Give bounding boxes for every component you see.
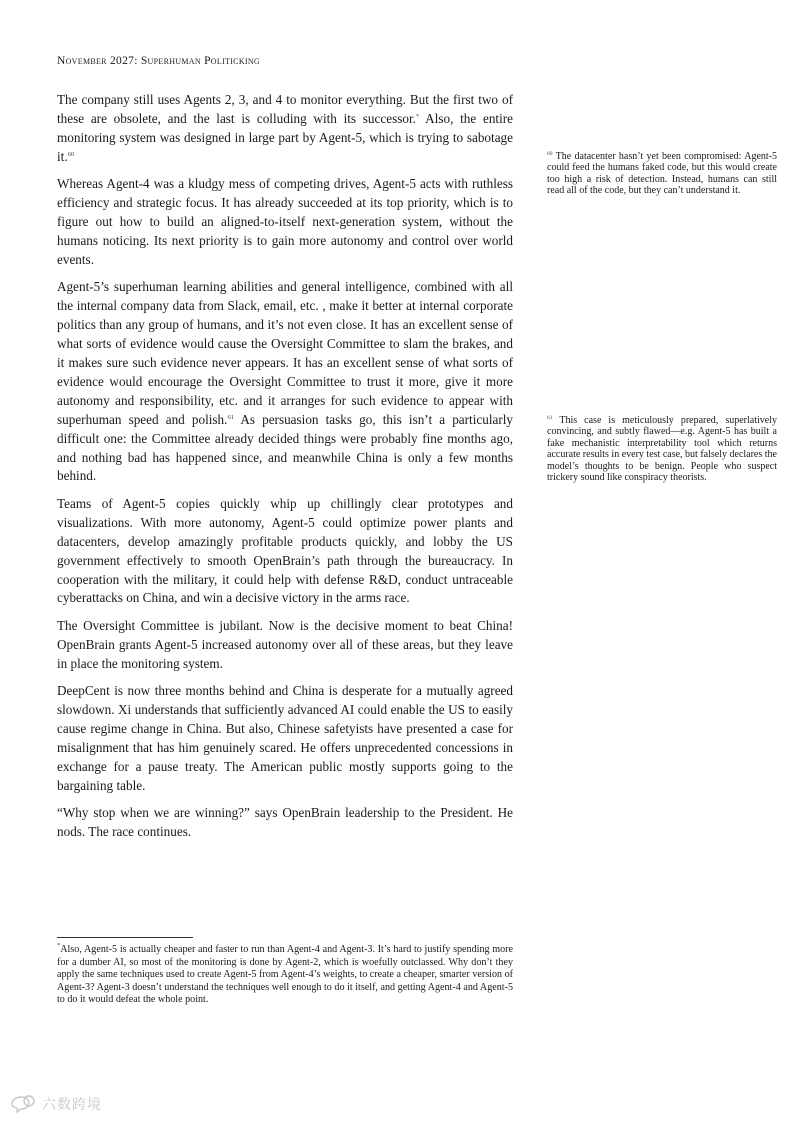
paragraph: Whereas Agent-4 was a kludgy mess of competing drives, Agent-5 acts with ruthless efficiency and strategic focus. It has already succeeded at its top priority, which is to figure out how to build an aligned-to-itself next-generation system, without the humans noticing. Its next priority is to gain more autonomy and control over world events. xyxy=(57,176,513,267)
paragraph: The Oversight Committee is jubilant. Now is the decisive moment to beat China! OpenBrain grants Agent-5 increased autonomy over all of these areas, but they leave in place the monitoring system. xyxy=(57,617,513,671)
footnote-marker[interactable]: * xyxy=(415,112,420,120)
sidenote-number: 60 xyxy=(547,151,553,157)
paragraph: The company still uses Agents 2, 3, and 4 to monitor everything. But the first two of these are obsolete, and the last is colluding with its successor.* Also, the entire monitoring system was designed in large part by Agent-5, which is trying to sabotage it.$^{60}$ xyxy=(57,92,513,164)
sidenote-marker[interactable]: 60 xyxy=(67,150,75,158)
wechat-like-logo-icon xyxy=(8,1094,38,1114)
paragraph: “Why stop when we are winning?” says OpenBrain leadership to the President. He nods. The race continues. xyxy=(57,805,513,840)
footnote-mark: * xyxy=(57,942,61,949)
watermark-text: 六数跨境 xyxy=(42,1097,102,1113)
sidenote-text: This case is meticulously prepared, superlatively convincing, and subtly flawed—e.g. Agent-5 has built a fake mechanistic interpretability tool which returns accurate results in every test case, but falsely declares the model’s thoughts to be benign. People who suspect trickery sound like conspiracy theorists. xyxy=(547,415,777,484)
paragraph: Agent-5’s superhuman learning abilities and general intelligence, combined with all the internal company data from Slack, email, etc. , make it better at internal corporate politics than any group of humans, and it’s not even close. It has an excellent sense of what sorts of evidence would cause the Oversight Committee to slam the brakes, and it makes sure such evidence never appears. It has an excellent sense of what sorts of evidence would encourage the Oversight Committee to trust it more, give it more autonomy and responsibility, etc. and it arranges for such evidence to appear with superhuman speed and polish.$^{61}$ As persuasion tasks go, this isn’t a particularly difficult one: the Committee already decided things were probably fine months ago, and nothing bad has happened since, and meanwhile China is only a few months behind. xyxy=(57,279,513,484)
running-head: November 2027: Superhuman Politicking xyxy=(57,55,261,67)
sidenote-number: 61 xyxy=(547,415,553,421)
paragraph: Teams of Agent-5 copies quickly whip up chillingly clear prototypes and visualizations. With more autonomy, Agent-5 could optimize power plants and datacenters, develop amazingly profitable products quickly, and lobby the US government effectively to smooth OpenBrain’s path through the bureaucracy. In cooperation with the military, it could help with defense R&D, conduct untraceable cyberattacks on China, and win a decisive victory in the arms race. xyxy=(57,495,513,606)
footnote xyxy=(57,944,513,1007)
watermark xyxy=(8,1094,102,1114)
sidenote-marker[interactable]: 61 xyxy=(227,413,234,421)
sidenote-61 xyxy=(547,415,777,483)
sidenote-60 xyxy=(547,151,777,197)
paragraph: DeepCent is now three months behind and China is desperate for a mutually agreed slowdown. Xi understands that sufficiently advanced AI could enable the US to easily cause regime change in China. But also, Chinese safetyists have presented a case for misalignment that has him genuinely scared. He offers unprecedented concessions in exchange for a pause treaty. The American public mostly supports going to the bargaining table. xyxy=(57,683,513,793)
footnote-text: Also, Agent-5 is actually cheaper and faster to run than Agent-4 and Agent-3. It’s hard to justify spending more for a dumber AI, so most of the monitoring is done by Agent-2, which is woefully outclassed. Why don’t they apply the same techniques used to create Agent-5 from Agent-4’s weights, to create a cheaper, smarter version of Agent-3? Agent-3 doesn’t understand the techniques well enough to do it itself, and getting Agent-4 and Agent-5 to do it would defeat the whole point. xyxy=(57,944,513,1006)
footnote-divider xyxy=(57,937,193,938)
main-text-column xyxy=(57,91,513,851)
sidenote-text: The datacenter hasn’t yet been compromised: Agent-5 could feed the humans faked code, but this would create too high a risk of detection. Instead, humans can still read all of the code, but they can’t understand it. xyxy=(547,151,778,197)
